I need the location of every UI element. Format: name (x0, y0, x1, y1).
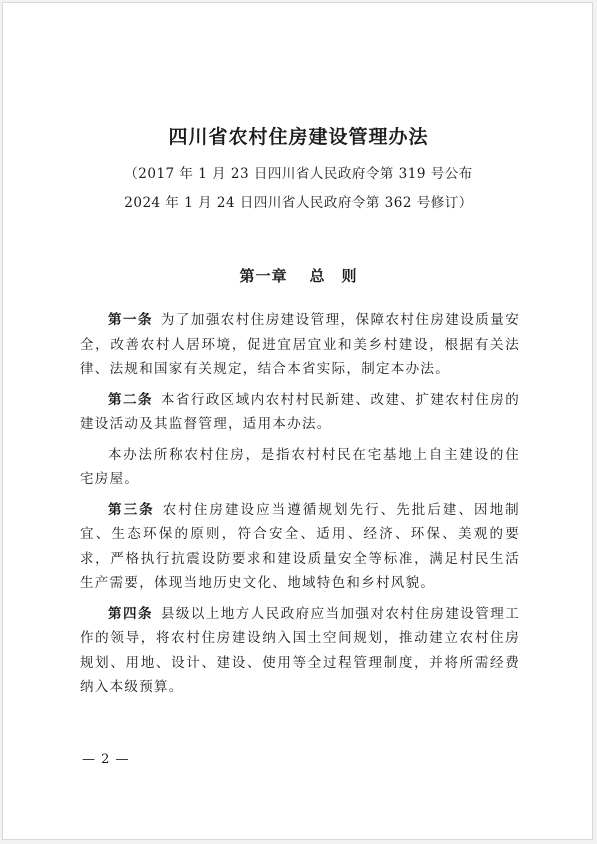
document-subtitle-line2: 2024 年 1 月 24 日四川省人民政府令第 362 号修订） (124, 195, 473, 211)
article-text: 本省行政区域内农村村民新建、改建、扩建农村住房的建设活动及其监督管理，适用本办法。 (80, 391, 521, 432)
chapter-label: 第一章 (239, 267, 288, 285)
paragraph-article-2 (80, 388, 520, 437)
paragraph-article-4 (80, 602, 520, 700)
article-text: 县级以上地方人民政府应当加强对农村住房建设管理工作的领导，将农村住房建设纳入国土空间规划，推动建立农村住房规划、用地、设计、建设、使用等全过程管理制度，并将所需经费纳入本级预算。 (80, 605, 521, 695)
article-text: 本办法所称农村住房，是指农村村民在宅基地上自主建设的住宅房屋。 (80, 446, 520, 487)
paragraph-article-3 (80, 498, 520, 596)
document-body (80, 308, 520, 706)
chapter-name: 总 则 (309, 267, 358, 285)
article-number: 第二条 (108, 391, 153, 408)
chapter-heading (0, 265, 597, 286)
article-number: 第四条 (108, 605, 153, 622)
document-subtitle-line1: （2017 年 1 月 23 日四川省人民政府令第 319 号公布 (124, 166, 473, 182)
document-title: 四川省农村住房建设管理办法 (168, 126, 429, 148)
article-text: 为了加强农村住房建设管理，保障农村住房建设质量安全，改善农村人居环境，促进宜居宜业和美乡村建设，根据有关法律、法规和国家有关规定，结合本省实际，制定本办法。 (80, 312, 521, 377)
paragraph-article-1 (80, 308, 520, 382)
article-text: 农村住房建设应当遵循规划先行、先批后建、因地制宜、生态环保的原则，符合安全、适用、经济、环保、美观的要求，严格执行抗震设防要求和建设质量安全等标准，满足村民生活生产需要，体现当地历史文化、地域特色和乡村风貌。 (80, 501, 520, 591)
paragraph-article-2-definition (80, 443, 520, 492)
page-number: — 2 — (82, 752, 130, 767)
article-number: 第一条 (108, 312, 153, 328)
article-number: 第三条 (108, 501, 155, 518)
